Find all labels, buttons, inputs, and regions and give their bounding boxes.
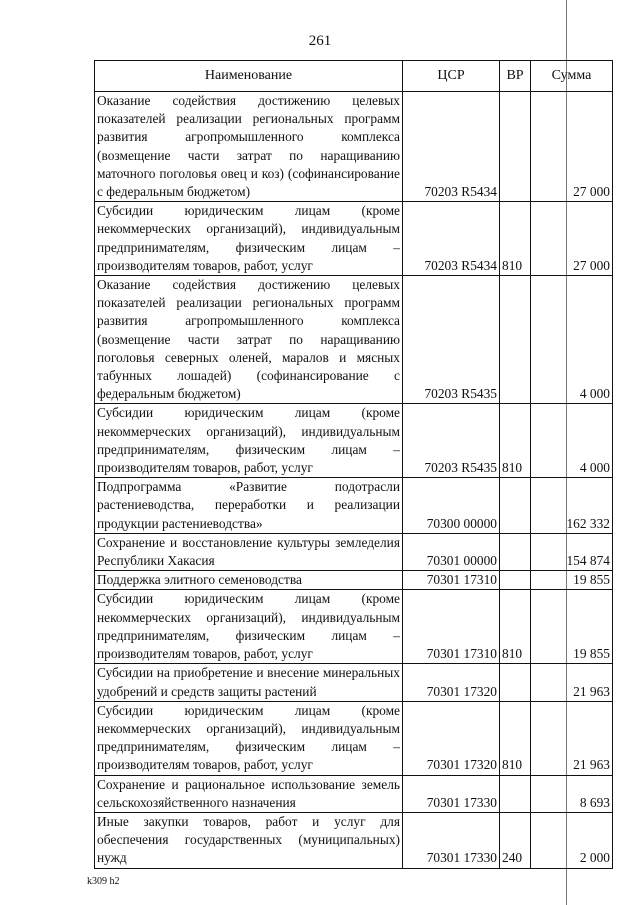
row-csr: 70203 R5435 xyxy=(403,276,500,404)
row-vr xyxy=(500,775,531,812)
row-name: Оказание содействия достижению целевых показателей реализации региональных программ развития агропромышленного комплекса (возмещение части затрат по наращиванию поголовья северных оленей, маралов и мясных табунных лошадей) (софинансирование с федеральным бюджетом) xyxy=(95,276,403,404)
row-vr xyxy=(500,276,531,404)
row-name: Субсидии юридическим лицам (кроме некоммерческих организаций), индивидуальным предпринимателям, физическим лицам – производителям товаров, работ, услуг xyxy=(95,590,403,664)
table-row xyxy=(95,202,613,276)
row-sum: 8 693 xyxy=(531,775,613,812)
row-vr: 810 xyxy=(500,404,531,478)
row-sum: 27 000 xyxy=(531,92,613,202)
table-row xyxy=(95,701,613,775)
table-row xyxy=(95,590,613,664)
row-vr: 810 xyxy=(500,202,531,276)
row-sum: 162 332 xyxy=(531,478,613,534)
row-name: Субсидии юридическим лицам (кроме некоммерческих организаций), индивидуальным предпринимателям, физическим лицам – производителям товаров, работ, услуг xyxy=(95,701,403,775)
row-vr xyxy=(500,92,531,202)
table-row xyxy=(95,571,613,590)
row-name: Подпрограмма «Развитие подотрасли растениеводства, переработки и реализации продукции растениеводства» xyxy=(95,478,403,534)
budget-table xyxy=(94,60,613,869)
row-csr: 70301 17310 xyxy=(403,571,500,590)
header-name: Наименование xyxy=(95,61,403,92)
row-csr: 70301 17320 xyxy=(403,664,500,701)
table-row xyxy=(95,92,613,202)
row-vr: 240 xyxy=(500,812,531,868)
row-vr: 810 xyxy=(500,701,531,775)
table-row xyxy=(95,478,613,534)
header-vr: ВР xyxy=(500,61,531,92)
table-row xyxy=(95,404,613,478)
row-vr: 810 xyxy=(500,590,531,664)
row-csr: 70301 17330 xyxy=(403,775,500,812)
row-sum: 2 000 xyxy=(531,812,613,868)
table-row xyxy=(95,664,613,701)
row-sum: 27 000 xyxy=(531,202,613,276)
row-vr xyxy=(500,478,531,534)
row-vr xyxy=(500,664,531,701)
table-header-row xyxy=(95,61,613,92)
row-csr: 70301 17330 xyxy=(403,812,500,868)
row-vr xyxy=(500,533,531,570)
row-sum: 154 874 xyxy=(531,533,613,570)
row-sum: 21 963 xyxy=(531,664,613,701)
page-number: 261 xyxy=(308,33,332,49)
row-name: Оказание содействия достижению целевых показателей реализации региональных программ развития агропромышленного комплекса (возмещение части затрат по наращиванию маточного поголовья овец и коз) (софинансирование с федеральным бюджетом) xyxy=(95,92,403,202)
header-sum: Сумма xyxy=(531,61,613,92)
row-csr: 70203 R5435 xyxy=(403,404,500,478)
row-name: Субсидии юридическим лицам (кроме некоммерческих организаций), индивидуальным предпринимателям, физическим лицам – производителям товаров, работ, услуг xyxy=(95,404,403,478)
row-name: Сохранение и восстановление культуры земледелия Республики Хакасия xyxy=(95,533,403,570)
table-row xyxy=(95,533,613,570)
row-name: Субсидии юридическим лицам (кроме некоммерческих организаций), индивидуальным предпринимателям, физическим лицам – производителям товаров, работ, услуг xyxy=(95,202,403,276)
row-csr: 70301 17310 xyxy=(403,590,500,664)
row-sum: 19 855 xyxy=(531,590,613,664)
row-csr: 70301 00000 xyxy=(403,533,500,570)
table-row xyxy=(95,276,613,404)
row-name: Иные закупки товаров, работ и услуг для обеспечения государственных (муниципальных) нужд xyxy=(95,812,403,868)
header-csr: ЦСР xyxy=(403,61,500,92)
row-name: Сохранение и рациональное использование земель сельскохозяйственного назначения xyxy=(95,775,403,812)
row-csr: 70203 R5434 xyxy=(403,202,500,276)
row-csr: 70300 00000 xyxy=(403,478,500,534)
row-sum: 21 963 xyxy=(531,701,613,775)
table-row xyxy=(95,812,613,868)
row-sum: 4 000 xyxy=(531,404,613,478)
footer-code: k309 h2 xyxy=(87,876,120,887)
table-row xyxy=(95,775,613,812)
row-name: Поддержка элитного семеноводства xyxy=(95,571,403,590)
row-sum: 19 855 xyxy=(531,571,613,590)
row-sum: 4 000 xyxy=(531,276,613,404)
row-csr: 70203 R5434 xyxy=(403,92,500,202)
row-vr xyxy=(500,571,531,590)
row-name: Субсидии на приобретение и внесение минеральных удобрений и средств защиты растений xyxy=(95,664,403,701)
row-csr: 70301 17320 xyxy=(403,701,500,775)
